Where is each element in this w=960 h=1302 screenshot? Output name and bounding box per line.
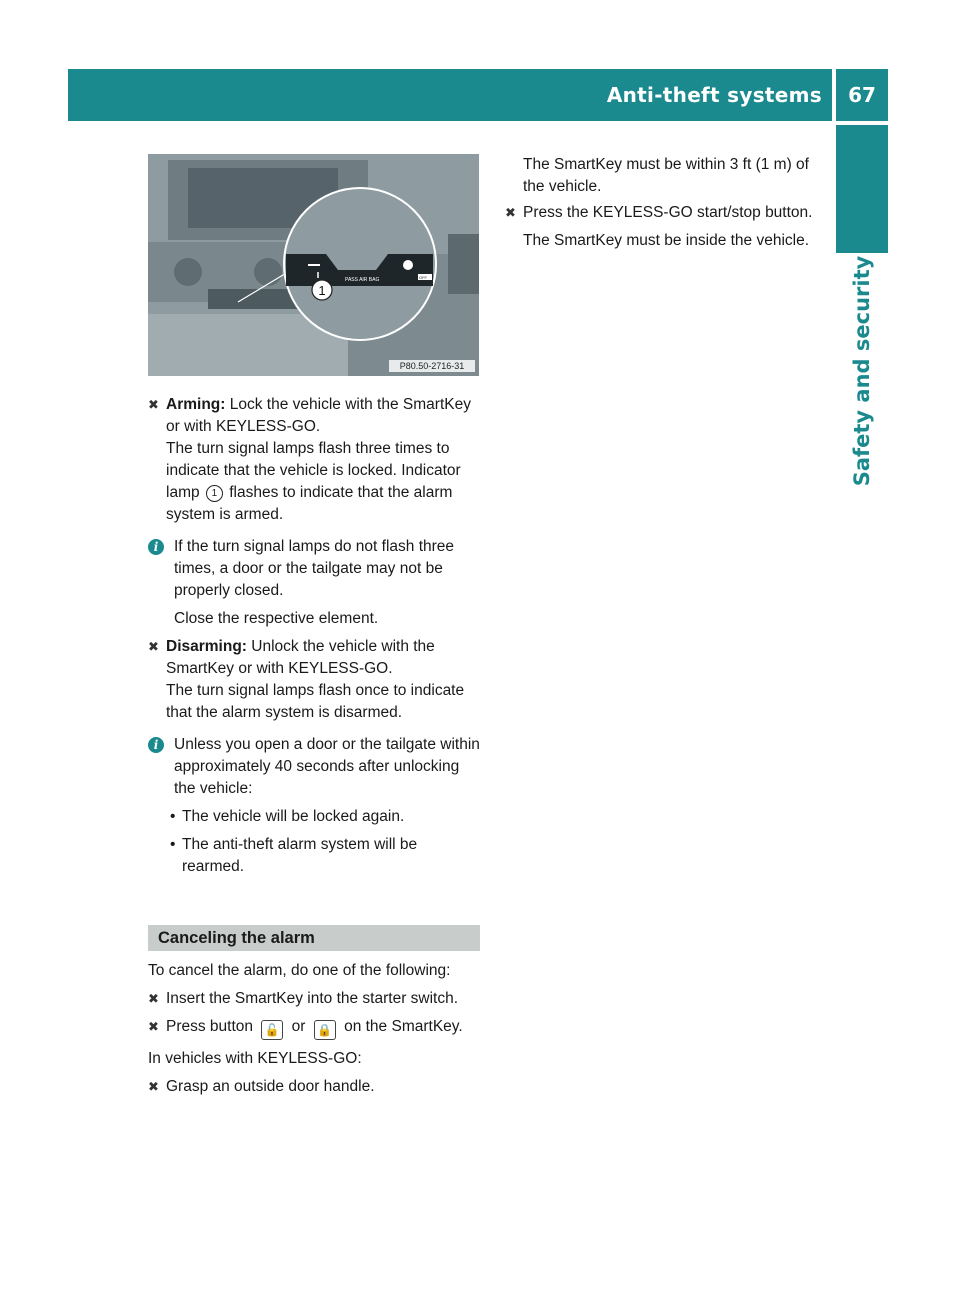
panel-off-text: OFF: [419, 275, 427, 280]
list-item: [148, 834, 482, 878]
step-arrow-icon: ✖: [148, 397, 159, 412]
list-item: [148, 806, 482, 828]
cancel-step-1-text: Insert the SmartKey into the starter switch.: [166, 990, 459, 1007]
arming-text: Lock the vehicle with the SmartKey or with KEYLESS-GO.: [166, 396, 471, 435]
cancel-step-2-post: on the SmartKey.: [344, 1018, 463, 1035]
info-icon: i: [148, 737, 164, 753]
step-arrow-icon: ✖: [148, 1079, 159, 1094]
cancel-step-3-text: Grasp an outside door handle.: [166, 1078, 375, 1095]
unlock-icon: 🔓: [261, 1020, 283, 1040]
cancel-section-body: [148, 960, 482, 1104]
step-arrow-icon: ✖: [505, 205, 516, 220]
step-arrow-icon: ✖: [148, 639, 159, 654]
right-line-1: The SmartKey must be within 3 ft (1 m) of the vehicle.: [523, 156, 809, 195]
info-icon: i: [148, 539, 164, 555]
info1-text: If the turn signal lamps do not flash three times, a door or the tailgate may not be properly closed.: [174, 538, 455, 599]
section-heading: Canceling the alarm: [148, 925, 480, 951]
disarming-result: The turn signal lamps flash once to indicate that the alarm system is disarmed.: [166, 682, 465, 721]
page-number: 67: [836, 69, 888, 121]
step-arrow-icon: ✖: [148, 991, 159, 1006]
panel-text: PASS AIR BAG: [345, 277, 380, 283]
figure-code: P80.50-2716-31: [399, 361, 465, 371]
keyless-intro: In vehicles with KEYLESS-GO:: [148, 1050, 362, 1067]
side-tab-text: Safety and security: [850, 255, 874, 487]
disarming-text: Unlock the vehicle with the SmartKey or with KEYLESS-GO.: [166, 638, 435, 677]
arming-label: Arming:: [166, 396, 226, 413]
cancel-step-2: [148, 1016, 482, 1040]
header-bar: [68, 69, 832, 121]
side-tab-label: [836, 256, 888, 486]
info2-text: Unless you open a door or the tailgate within approximately 40 seconds after unlocking the vehicle:: [174, 736, 480, 797]
cancel-step-2-mid: or: [291, 1018, 306, 1035]
arming-step: [148, 394, 482, 526]
step-arrow-icon: ✖: [148, 1019, 159, 1034]
right-line-2: The SmartKey must be inside the vehicle.: [523, 232, 810, 249]
indicator-number-badge: 1: [206, 485, 223, 502]
bullet-icon: •: [170, 836, 176, 853]
bullet-text: The vehicle will be locked again.: [182, 808, 405, 825]
disarming-step: [148, 636, 482, 724]
dashboard-figure: [148, 154, 479, 376]
dashboard-illustration: [148, 154, 479, 376]
side-tab-block: [836, 125, 888, 253]
cancel-step-3: [148, 1076, 482, 1098]
info-note-2: [148, 734, 482, 800]
cancel-step-1: [148, 988, 482, 1010]
lock-icon: 🔒: [314, 1020, 336, 1040]
arming-result-pre: The turn signal lamps flash three times to indicate that the vehicle is locked. Indicator lamp: [166, 440, 461, 501]
info-note-1: [148, 536, 482, 630]
start-stop-text: Press the KEYLESS-GO start/stop button.: [523, 204, 813, 221]
page-title: Anti-theft systems: [606, 83, 822, 107]
callout-number: 1: [318, 283, 326, 298]
cancel-step-2-pre: Press button: [166, 1018, 254, 1035]
arming-result-post: flashes to indicate that the alarm system is armed.: [166, 484, 453, 523]
bullet-text: The anti-theft alarm system will be rearmed.: [182, 836, 418, 875]
left-column: [148, 394, 482, 884]
right-column: [505, 154, 831, 256]
bullet-icon: •: [170, 808, 176, 825]
info1-action: Close the respective element.: [174, 610, 379, 627]
cancel-intro: To cancel the alarm, do one of the following:: [148, 962, 451, 979]
start-stop-step: [505, 202, 831, 224]
disarming-label: Disarming:: [166, 638, 247, 655]
